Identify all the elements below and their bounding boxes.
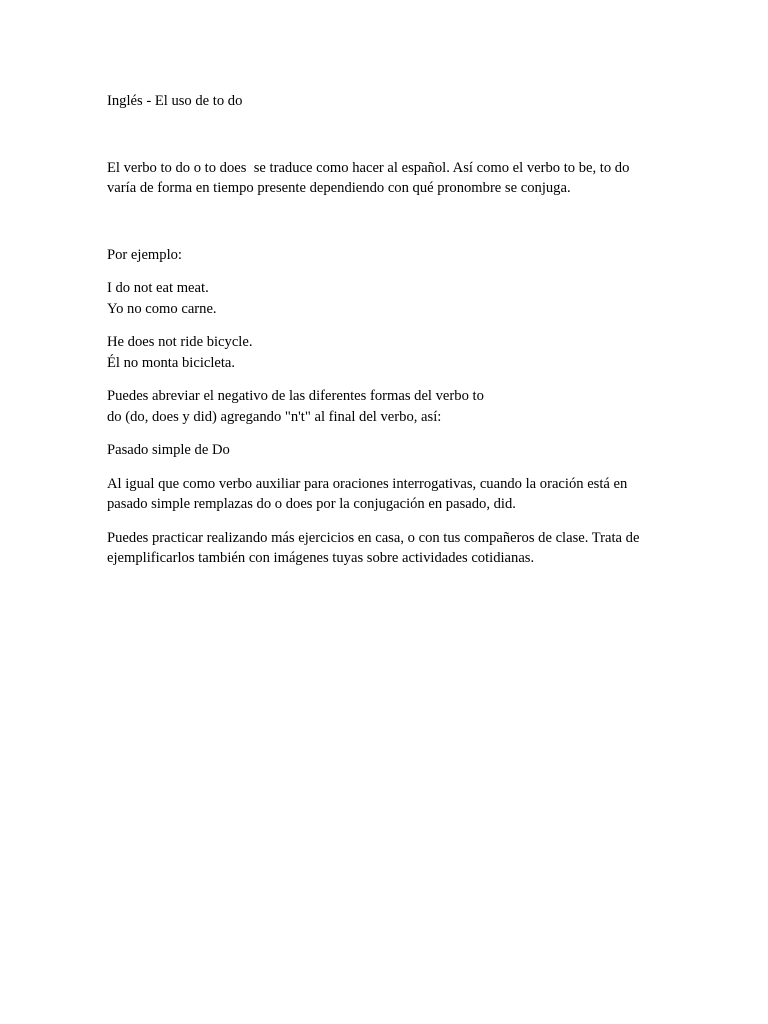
example-heading-text: Por ejemplo: [107,246,182,263]
abbreviation-line-2: do (do, does y did) agregando "n't" al final del verbo, así: [107,408,442,425]
practice-line-2: ejemplificarlos también con imágenes tuyas sobre actividades cotidianas. [107,550,535,566]
document-title [107,91,667,112]
past-heading-text: Pasado simple de Do [107,442,230,458]
abbreviation-paragraph [107,386,667,427]
example-2 [107,332,667,373]
practice-paragraph [107,528,667,569]
past-heading [107,440,667,461]
document-title-text: Inglés - El uso de to do [107,93,243,109]
document-body [107,91,667,569]
abbreviation-line-1: Puedes abreviar el negativo de las diferentes formas del verbo to [107,388,484,404]
intro-line-2: varía de forma en tiempo presente dependiendo con qué pronombre se conjuga. [107,180,571,196]
past-explanation-paragraph [107,474,667,515]
example-heading [107,245,667,266]
example-1 [107,278,667,319]
example-2-spanish: Él no monta bicicleta. [107,354,236,371]
past-explanation-line-1: Al igual que como verbo auxiliar para oraciones interrogativas, cuando la oración está en [107,475,628,492]
example-1-english: I do not eat meat. [107,280,209,296]
intro-line-1: El verbo to do o to does se traduce como hacer al español. Así como el verbo to be, to do [107,159,630,176]
past-explanation-line-2: pasado simple remplazas do o does por la conjugación en pasado, did. [107,496,516,512]
practice-line-1: Puedes practicar realizando más ejercicios en casa, o con tus compañeros de clase. Trata de [107,529,640,546]
intro-paragraph [107,158,667,199]
example-1-spanish: Yo no como carne. [107,300,217,317]
example-2-english: He does not ride bicycle. [107,334,253,350]
